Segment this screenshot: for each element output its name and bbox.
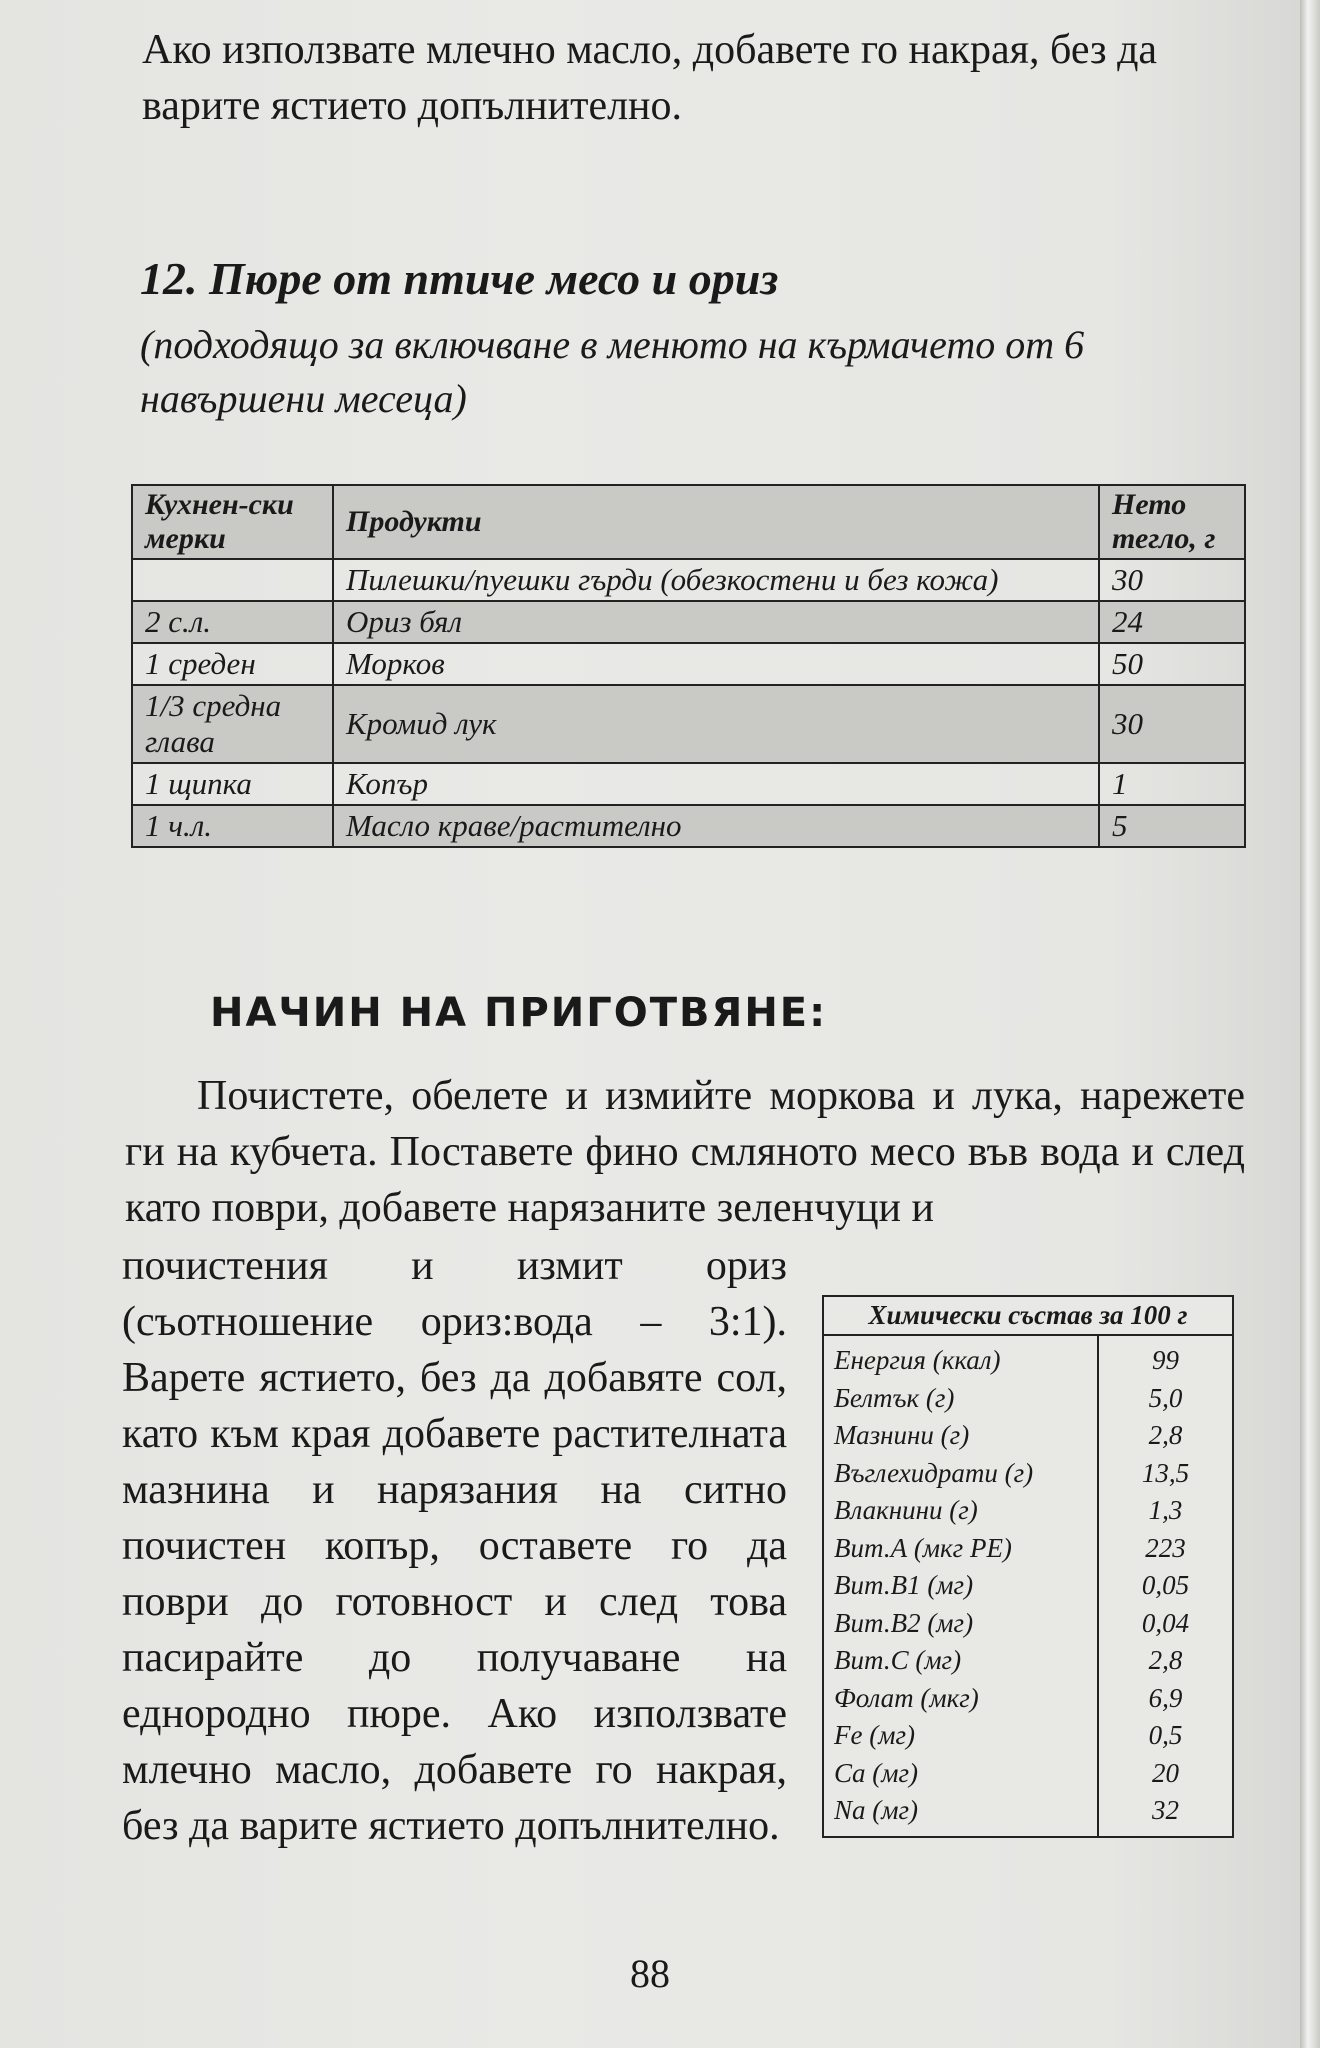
table-row [132, 601, 1245, 643]
nutrient-value: 20 [1152, 1757, 1179, 1788]
weight-cell: 30 [1099, 559, 1245, 601]
table-row [132, 559, 1245, 601]
nutrient-value: 223 [1145, 1532, 1186, 1563]
nutrient-value: 99 [1152, 1345, 1179, 1375]
product-cell: Масло краве/растително [333, 805, 1099, 847]
nutrient-name: Въглехидрати (г) [834, 1457, 1034, 1488]
intro-paragraph: Ако използвате млечно масло, добавете го накрая, без да варите ястието допълнително. [142, 27, 1158, 129]
table-row [132, 685, 1245, 763]
method-heading: НАЧИН НА ПРИГОТВЯНЕ: [210, 990, 828, 1036]
measure-cell: 1 среден [132, 643, 333, 685]
nutrient-name: Вит.В1 (мг) [834, 1570, 974, 1600]
nutrient-value: 32 [1152, 1795, 1179, 1825]
table-header-row [132, 485, 1245, 559]
nutrient-value: 0,5 [1148, 1720, 1183, 1750]
nutrient-name: Мазнини (г) [834, 1420, 970, 1450]
nutrient-name: Fe (мг) [834, 1720, 915, 1750]
page-edge [1300, 0, 1320, 2048]
method-paragraph-narrow: почистения и измит ориз (съотношение ориз:вода – 3:1). Варете ястието, без да добавяте сол, като към края добавете растителната мазнина и нарязания на ситно почистен копър, оставете го да поври до готовност и след това пасирайте до получаване на еднородно пюре. Ако използвате млечно масло, добавете го накрая, без да варите ястието допълнително. [122, 1243, 787, 1849]
product-cell: Кромид лук [333, 685, 1099, 763]
weight-cell: 50 [1099, 643, 1245, 685]
page-number: 88 [630, 1951, 670, 1996]
chemical-table-body [824, 1336, 1232, 1836]
nutrient-value: 5,0 [1148, 1382, 1183, 1413]
recipe-subtitle: (подходящо за включване в менюто на кърмачето от 6 навършени месеца) [140, 322, 1085, 421]
nutrient-name: Вит.С (мг) [834, 1645, 962, 1675]
products-table [131, 484, 1246, 848]
table-row [132, 763, 1245, 805]
measure-cell: 1/3 средна глава [132, 685, 333, 763]
nutrient-value: 1,3 [1148, 1495, 1183, 1525]
nutrient-value: 0,04 [1141, 1607, 1190, 1638]
nutrient-value: 6,9 [1148, 1682, 1183, 1713]
nutrient-name: Фолат (мкг) [834, 1682, 979, 1713]
nutrient-value: 13,5 [1141, 1457, 1190, 1488]
header-product: Продукти [333, 485, 1099, 559]
nutrient-name: Енергия (ккал) [834, 1345, 1001, 1375]
nutrient-name: Вит.В2 (мг) [834, 1607, 974, 1638]
chemical-composition-table [822, 1295, 1234, 1838]
weight-cell: 1 [1099, 763, 1245, 805]
nutrient-name: Белтък (г) [834, 1382, 955, 1413]
product-cell: Ориз бял [333, 601, 1099, 643]
nutrient-names-column [824, 1336, 1099, 1836]
header-measure: Кухнен-ски мерки [132, 485, 333, 559]
nutrient-name: Влакнини (г) [834, 1495, 978, 1525]
nutrient-value: 2,8 [1148, 1645, 1183, 1675]
measure-cell: 2 с.л. [132, 601, 333, 643]
method-paragraph-full: Почистете, обелете и измийте моркова и лука, нарежете ги на кубчета. Поставете фино смляното месо във вода и след като поври, добавете нарязаните зеленчуци и [125, 1073, 1245, 1231]
chemical-table-title: Химически състав за 100 г [824, 1297, 1232, 1336]
product-cell: Пилешки/пуешки гърди (обезкостени и без кожа) [333, 559, 1099, 601]
nutrient-value: 0,05 [1141, 1570, 1190, 1600]
measure-cell: 1 ч.л. [132, 805, 333, 847]
weight-cell: 24 [1099, 601, 1245, 643]
product-cell: Копър [333, 763, 1099, 805]
table-row [132, 643, 1245, 685]
nutrient-values-column [1099, 1336, 1232, 1836]
recipe-title: 12. Пюре от птиче месо и ориз [140, 253, 779, 304]
table-row [132, 805, 1245, 847]
nutrient-value: 2,8 [1148, 1420, 1183, 1450]
header-weight: Нето тегло, г [1099, 485, 1245, 559]
nutrient-name: Na (мг) [834, 1795, 919, 1825]
nutrient-name: Ca (мг) [834, 1757, 919, 1788]
measure-cell [132, 559, 333, 601]
weight-cell: 30 [1099, 685, 1245, 763]
measure-cell: 1 щипка [132, 763, 333, 805]
weight-cell: 5 [1099, 805, 1245, 847]
product-cell: Морков [333, 643, 1099, 685]
nutrient-name: Вит.А (мкг РЕ) [834, 1532, 1012, 1563]
